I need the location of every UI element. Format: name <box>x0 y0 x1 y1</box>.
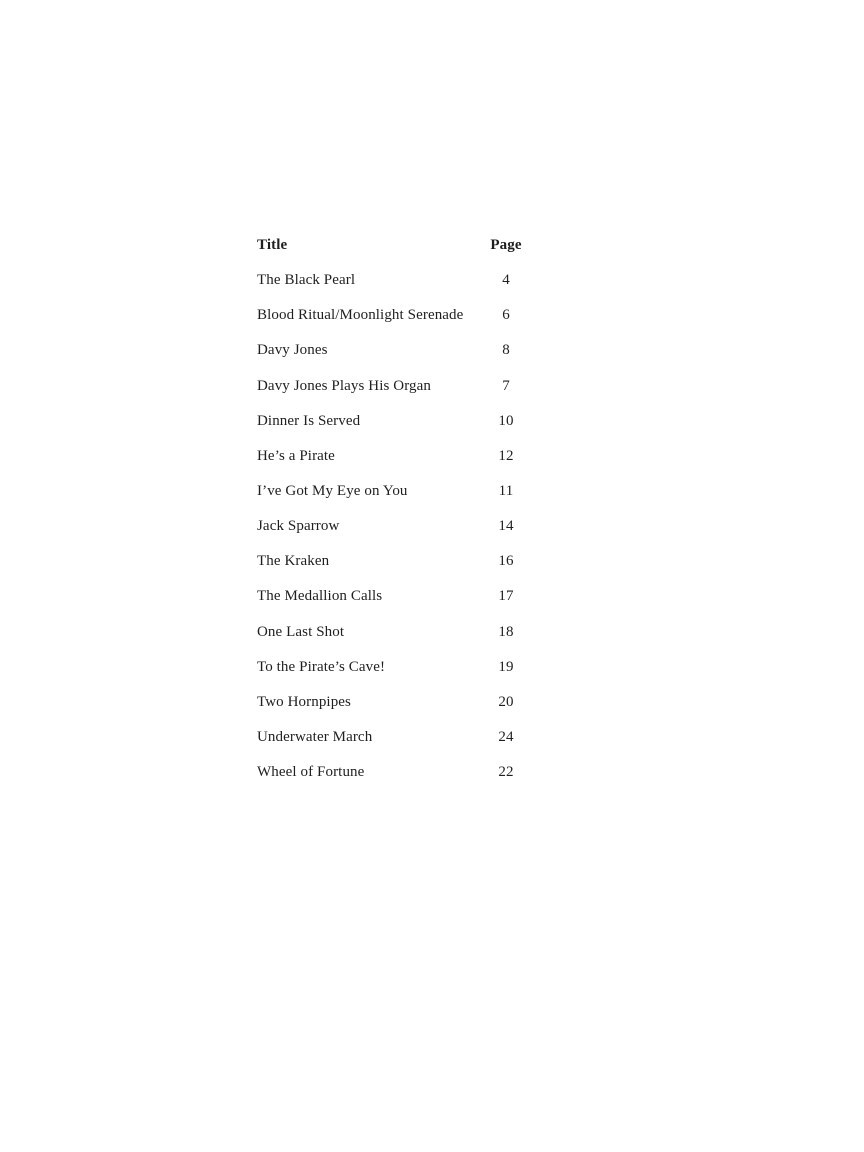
toc-row <box>257 412 529 447</box>
toc-row <box>257 447 529 482</box>
song-title: He’s a Pirate <box>257 447 335 464</box>
toc-row <box>257 482 529 517</box>
toc-header-row <box>257 236 529 271</box>
page-number: 7 <box>502 377 510 394</box>
song-title: Davy Jones <box>257 342 328 359</box>
toc-row <box>257 271 529 306</box>
toc-row <box>257 552 529 587</box>
page-number: 17 <box>498 588 514 605</box>
page-number: 11 <box>498 482 514 499</box>
page-number: 4 <box>502 272 510 289</box>
page-number: 14 <box>498 518 514 535</box>
page-number: 6 <box>502 307 510 324</box>
toc-header-title-label: Title <box>257 237 288 253</box>
song-title: Wheel of Fortune <box>257 764 365 781</box>
page-number: 12 <box>498 447 514 464</box>
song-title: Jack Sparrow <box>257 518 340 535</box>
song-title: The Medallion Calls <box>257 588 383 605</box>
page-number: 19 <box>498 658 514 675</box>
page-number: 20 <box>498 693 514 710</box>
song-title: Dinner Is Served <box>257 412 361 429</box>
song-title: Underwater March <box>257 728 373 745</box>
toc-row <box>257 377 529 412</box>
toc-row <box>257 341 529 376</box>
page-number: 24 <box>498 728 514 745</box>
table-of-contents <box>257 236 529 798</box>
song-title: Blood Ritual/Moonlight Serenade <box>257 307 464 324</box>
page-number: 18 <box>498 623 514 640</box>
song-title: Davy Jones Plays His Organ <box>257 377 431 394</box>
song-title: Two Hornpipes <box>257 693 351 710</box>
song-title: The Kraken <box>257 553 330 570</box>
page-number: 8 <box>502 342 510 359</box>
song-title: I’ve Got My Eye on You <box>257 482 408 499</box>
toc-row <box>257 763 529 798</box>
toc-header-page-label: Page <box>490 237 522 253</box>
toc-row <box>257 306 529 341</box>
toc-row <box>257 693 529 728</box>
song-title: One Last Shot <box>257 623 345 640</box>
page-number: 22 <box>498 764 514 781</box>
song-title: The Black Pearl <box>257 272 356 289</box>
toc-row <box>257 658 529 693</box>
toc-row <box>257 728 529 763</box>
toc-row <box>257 517 529 552</box>
page-number: 16 <box>498 553 514 570</box>
page-number: 10 <box>498 412 514 429</box>
toc-row <box>257 623 529 658</box>
song-title: To the Pirate’s Cave! <box>257 658 386 675</box>
toc-row <box>257 587 529 622</box>
